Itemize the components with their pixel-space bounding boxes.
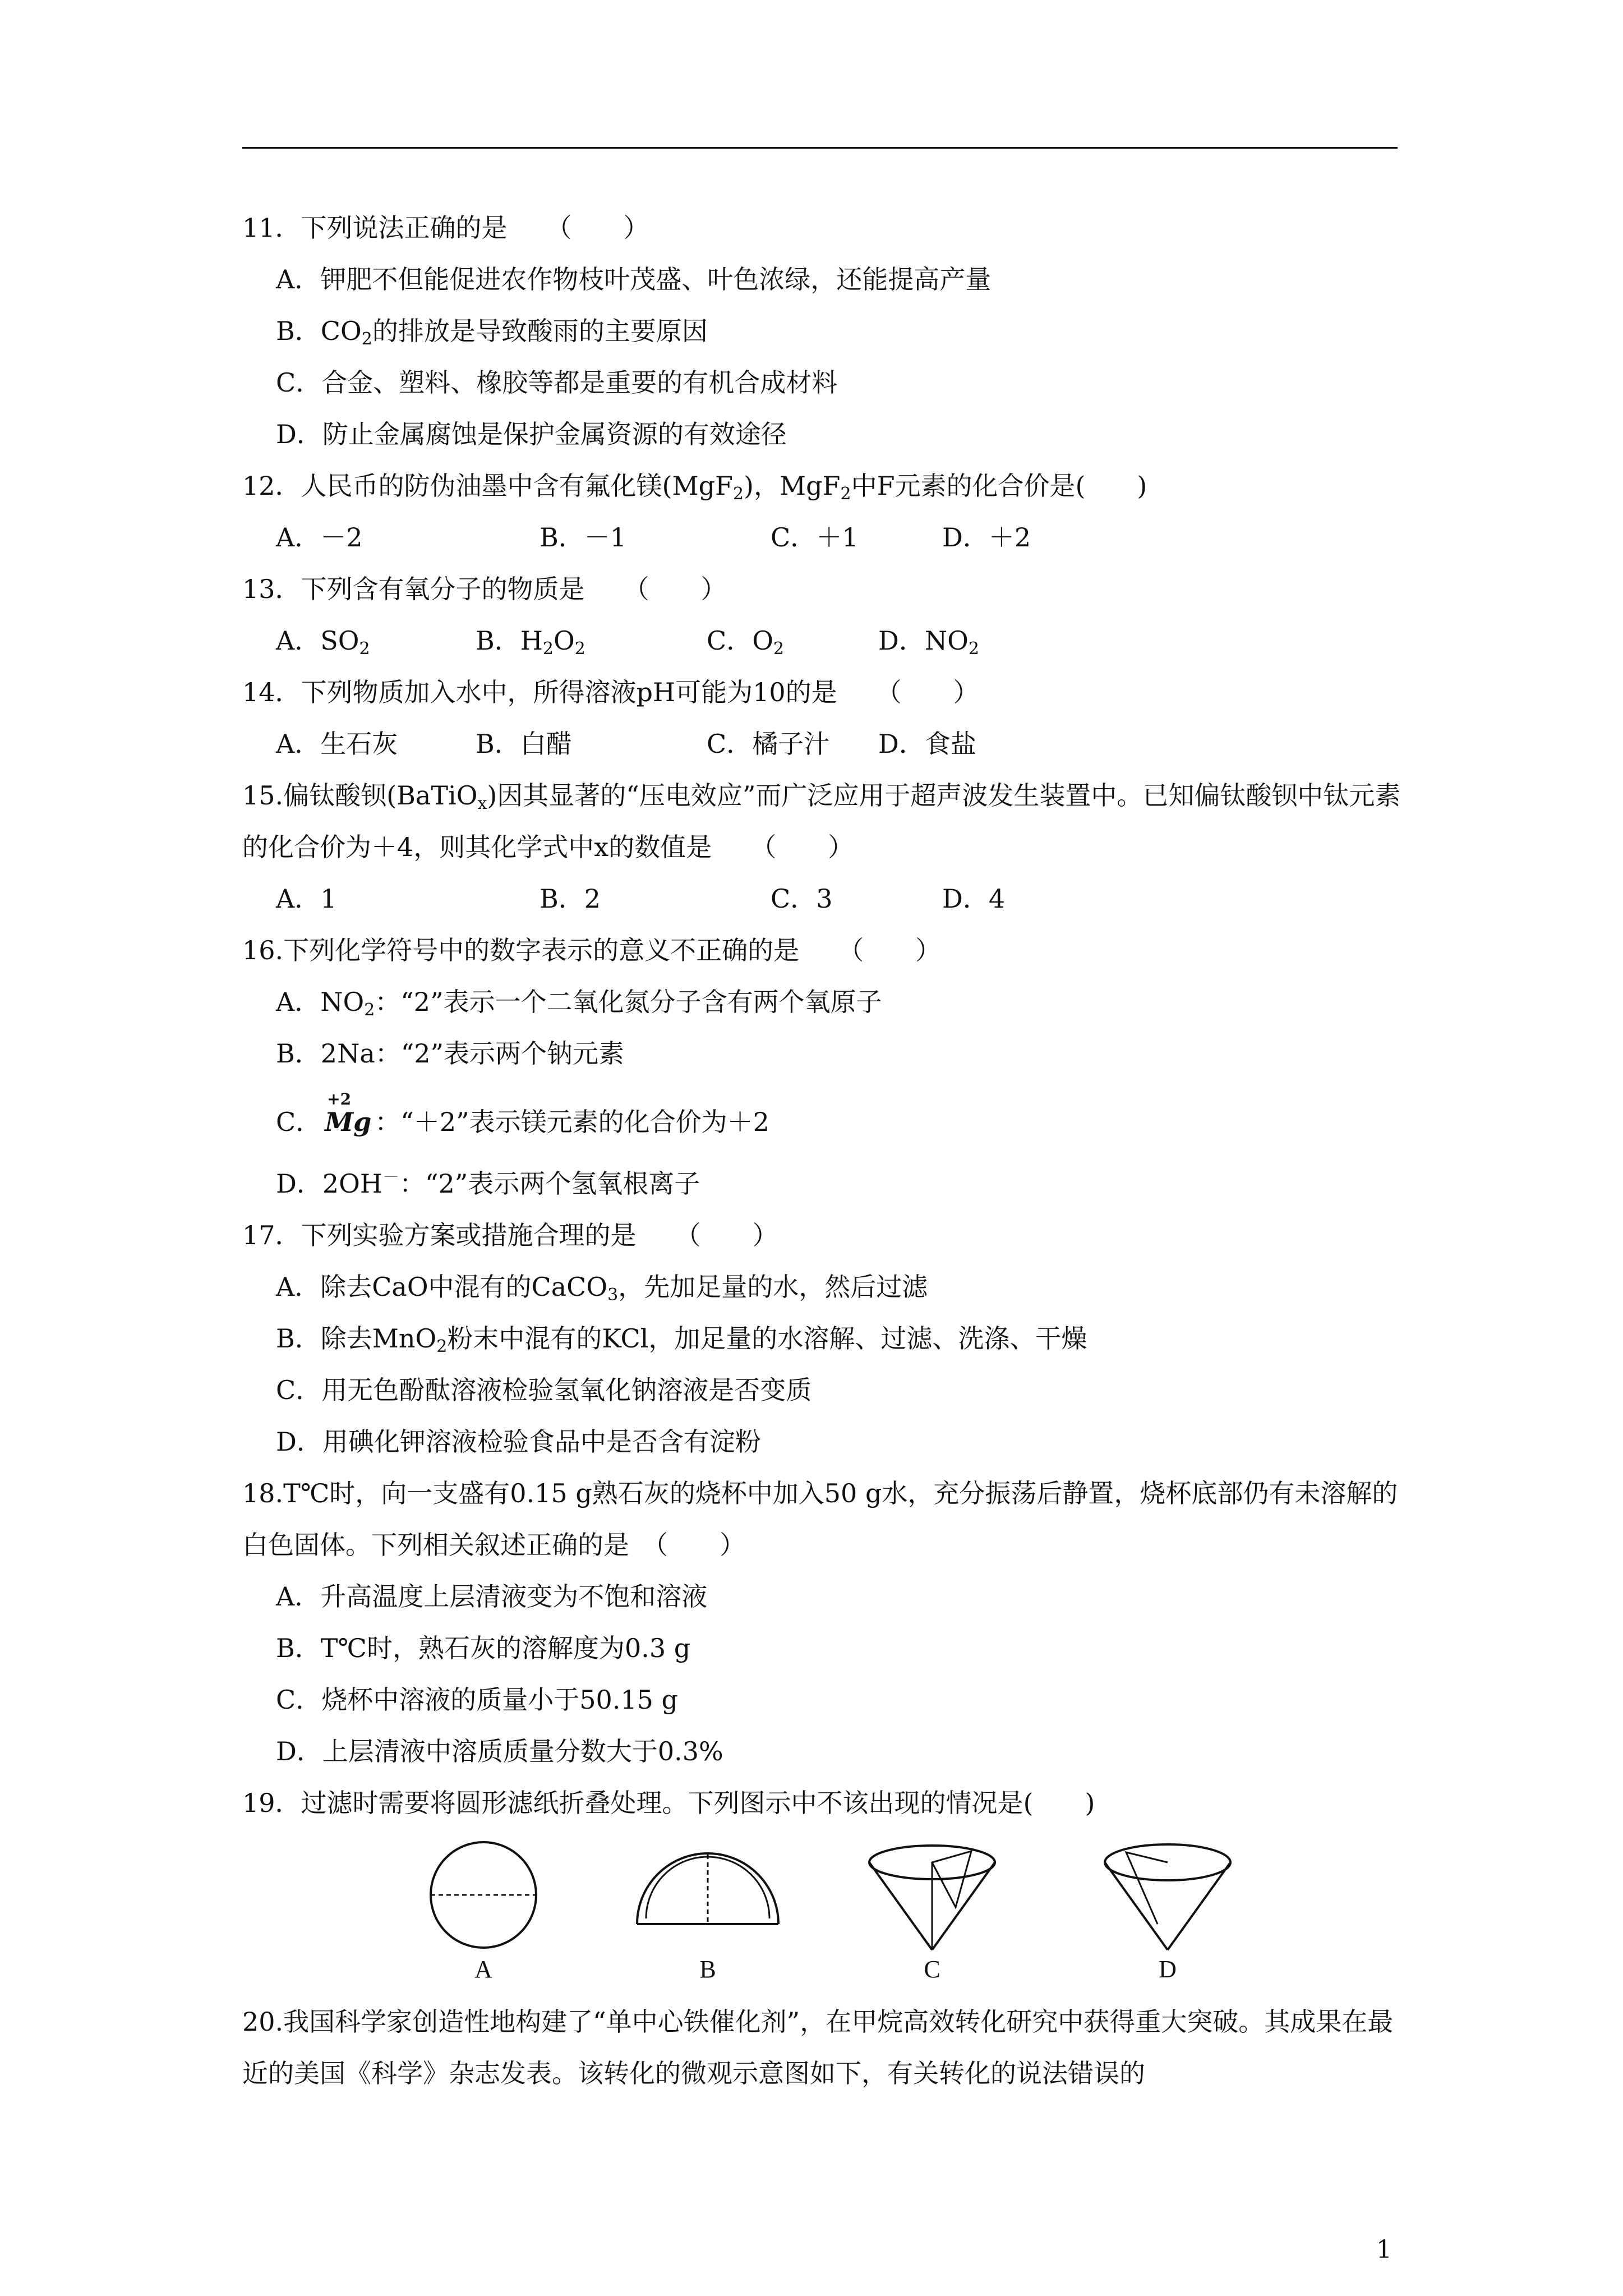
figure-a-label: A [474, 1955, 492, 1983]
question-12-option-d: D．＋2 [942, 522, 1031, 553]
question-18-option-b: B．T℃时，熟石灰的溶解度为0.3 g [276, 1633, 691, 1663]
question-16-option-c: C． +2 Mg ：“＋2”表示镁元素的化合价为＋2 [242, 1079, 1403, 1158]
question-17-option-a: A．除去CaO中混有的CaCO$_3$，先加足量的水，然后过滤 [276, 1272, 928, 1305]
question-11-option-a: A．钾肥不但能促进农作物枝叶茂盛、叶色浓绿，还能提高产量 [276, 264, 992, 295]
page-number: 1 [1376, 2235, 1392, 2264]
question-14-option-b: B．白醋 [476, 729, 572, 759]
question-12-option-a: A．－2 [276, 522, 363, 553]
question-17-option-c: C．用无色酚酞溶液检验氢氧化钠溶液是否变质 [276, 1375, 812, 1405]
question-20-stem: 20.我国科学家创造性地构建了“单中心铁催化剂”，在甲烷高效转化研究中获得重大突破。其成果在最近的美国《科学》杂志发表。该转化的微观示意图如下，有关转化的说法错误的 [242, 2007, 1394, 2088]
figure-c-label: C [924, 1955, 940, 1983]
question-14-option-a: A．生石灰 [276, 729, 398, 759]
question-13-options [242, 615, 1403, 666]
header-rule [242, 147, 1398, 149]
cone-filter-paper-d-icon [1095, 1840, 1241, 1952]
question-13-option-c: C．$O_2$ [707, 625, 785, 659]
question-12-stem: 12．人民币的防伪油墨中含有氟化镁(MgF$_2$)，MgF$_2$中F元素的化合价是( ) [242, 471, 1147, 504]
magnesium-valence-symbol: +2 Mg [325, 1090, 372, 1137]
question-13-stem: 13．下列含有氧分子的物质是 （ ） [242, 574, 727, 604]
question-18-stem: 18.T℃时，向一支盛有0.15 g熟石灰的烧杯中加入50 g水，充分振荡后静置，烧杯底部仍有未溶解的白色固体。下列相关叙述正确的是 （ ） [242, 1478, 1398, 1560]
question-14-option-d: D．食盐 [878, 729, 976, 759]
question-15-stem: 15.偏钛酸钡(BaTiO$_x$)因其显著的“压电效应”而广泛应用于超声波发生装置中。已知偏钛酸钡中钛元素的化合价为＋4，则其化学式中x的数值是 （ ） [242, 780, 1401, 862]
question-15-options [242, 873, 1403, 924]
question-18-option-d: D．上层清液中溶质质量分数大于0.3% [276, 1736, 723, 1766]
figure-c [859, 1840, 1005, 1986]
question-15-option-b: B．2 [540, 884, 601, 914]
question-16-stem: 16.下列化学符号中的数字表示的意义不正确的是 （ ） [242, 935, 942, 965]
question-15-option-a: A．1 [276, 884, 337, 914]
figure-b [624, 1840, 792, 1986]
question-13-option-d: D．$NO_2$ [878, 625, 979, 659]
question-15-option-d: D．4 [942, 884, 1006, 914]
semicircle-filter-paper-icon [624, 1840, 792, 1952]
figure-a [411, 1840, 556, 1986]
question-17-option-d: D．用碘化钾溶液检验食品中是否含有淀粉 [276, 1427, 761, 1457]
question-19-stem: 19．过滤时需要将圆形滤纸折叠处理。下列图示中不该出现的情况是( ) [242, 1788, 1095, 1818]
cone-filter-paper-c-icon [859, 1840, 1005, 1952]
figure-d-label: D [1159, 1955, 1177, 1983]
question-12-option-b: B．－1 [540, 522, 627, 553]
question-16-option-d: D．2OH－：“2”表示两个氢氧根离子 [276, 1167, 700, 1199]
question-17-stem: 17．下列实验方案或措施合理的是 （ ） [242, 1220, 778, 1250]
question-13-option-b: B．$H_2O_2$ [476, 625, 585, 659]
question-12-option-c: C．＋1 [771, 522, 859, 553]
question-16-option-a: A．$NO_2$：“2”表示一个二氧化氮分子含有两个氧原子 [276, 987, 882, 1020]
question-14-stem: 14．下列物质加入水中，所得溶液pH可能为10的是 （ ） [242, 677, 979, 707]
question-12-options [242, 512, 1403, 563]
question-14-options [242, 718, 1403, 770]
question-11-option-b: B．$CO_2$的排放是导致酸雨的主要原因 [276, 316, 708, 349]
question-11-option-d: D．防止金属腐蚀是保护金属资源的有效途径 [276, 419, 787, 449]
question-11-option-c: C．合金、塑料、橡胶等都是重要的有机合成材料 [276, 367, 838, 398]
question-page [242, 202, 1403, 2099]
question-11-stem: 11．下列说法正确的是 （ ） [242, 213, 649, 243]
question-18-option-c: C．烧杯中溶液的质量小于50.15 g [276, 1685, 678, 1715]
figure-b-label: B [699, 1955, 716, 1983]
figure-d [1095, 1840, 1241, 1986]
question-18-option-a: A．升高温度上层清液变为不饱和溶液 [276, 1581, 708, 1612]
question-16-option-b: B．2Na：“2”表示两个钠元素 [276, 1038, 625, 1069]
question-13-option-a: A．$SO_2$ [276, 625, 370, 659]
circle-filter-paper-icon [411, 1840, 556, 1952]
filter-paper-figures [242, 1840, 1403, 1986]
question-17-option-b: B．除去MnO$_2$粉末中混有的KCl，加足量的水溶解、过滤、洗涤、干燥 [276, 1323, 1087, 1356]
question-15-option-c: C．3 [771, 884, 833, 914]
question-14-option-c: C．橘子汁 [707, 729, 830, 759]
